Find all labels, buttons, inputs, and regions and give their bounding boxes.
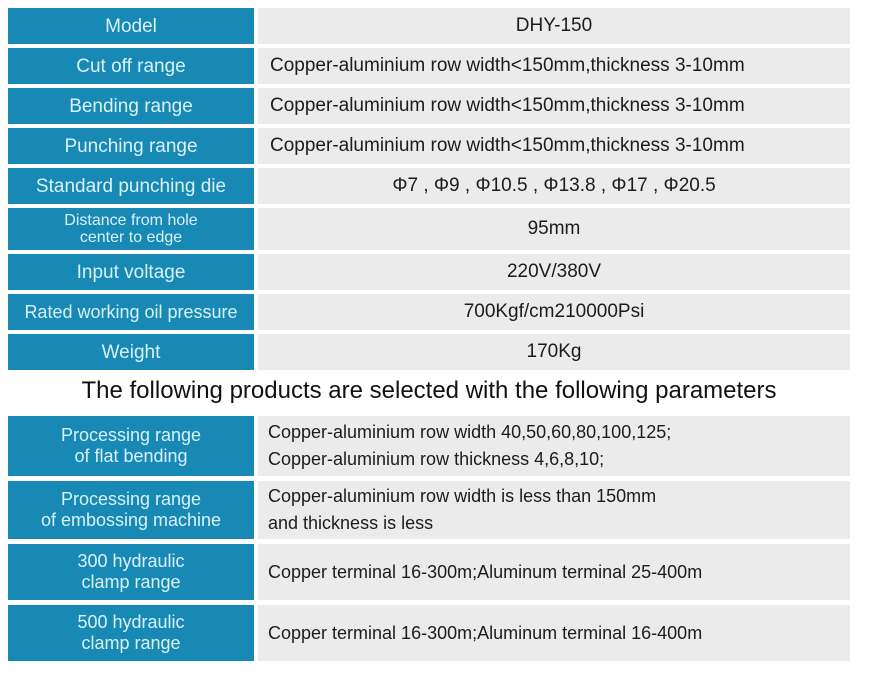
spec-value-model xyxy=(258,8,850,44)
params-label-text-line2: clamp range xyxy=(81,633,181,653)
params-value-text-line1: Copper-aluminium row width 40,50,60,80,100,125; xyxy=(268,422,672,442)
spec-value-input-voltage xyxy=(258,254,850,290)
spec-label-input-voltage xyxy=(8,254,254,290)
params-row-embossing-machine xyxy=(8,481,869,539)
spec-label-weight xyxy=(8,334,254,370)
params-label-300-hydraulic-clamp xyxy=(8,544,254,600)
params-label-text-line1: Processing range xyxy=(60,489,202,509)
params-value-text: Copper terminal 16-300m;Aluminum terminal 25-400m xyxy=(268,561,703,582)
params-row-300-hydraulic-clamp xyxy=(8,544,869,600)
spec-value-text: 220V/380V xyxy=(506,261,602,282)
spec-value-cut-off-range xyxy=(258,48,850,84)
params-label-text-line2: clamp range xyxy=(81,572,181,592)
spec-label-text: Model xyxy=(105,15,157,37)
params-value-text-line2: Copper-aluminium row thickness 4,6,8,10; xyxy=(268,449,605,469)
params-row-flat-bending xyxy=(8,416,869,476)
spec-row-model xyxy=(8,8,869,44)
spec-value-text: 95mm xyxy=(527,218,581,239)
spec-label-text: Rated working oil pressure xyxy=(24,301,238,322)
spec-value-oil-pressure xyxy=(258,294,850,330)
spec-label-standard-punching-die xyxy=(8,168,254,204)
params-value-text-line2: and thickness is less xyxy=(268,513,434,533)
spec-row-punching-range xyxy=(8,128,869,164)
spec-label-text: Weight xyxy=(101,341,161,363)
params-label-text-line1: 500 hydraulic xyxy=(77,612,185,632)
spec-value-text: DHY-150 xyxy=(515,15,593,36)
spec-value-text: Φ7 , Φ9 , Φ10.5 , Φ13.8 , Φ17 , Φ20.5 xyxy=(392,175,716,196)
params-label-flat-bending xyxy=(8,416,254,476)
spec-label-text: Standard punching die xyxy=(35,175,227,197)
params-label-text-line1: Processing range xyxy=(60,425,202,445)
spec-row-cut-off-range xyxy=(8,48,869,84)
spec-row-standard-punching-die xyxy=(8,168,869,204)
spec-row-hole-distance xyxy=(8,208,869,250)
spec-value-standard-punching-die xyxy=(258,168,850,204)
spec-label-bending-range xyxy=(8,88,254,124)
spec-row-input-voltage xyxy=(8,254,869,290)
params-label-text-line2: of flat bending xyxy=(74,446,188,466)
spec-label-cut-off-range xyxy=(8,48,254,84)
params-label-text-line1: 300 hydraulic xyxy=(77,551,185,571)
spec-value-text: Copper-aluminium row width<150mm,thickness 3-10mm xyxy=(270,55,745,76)
spec-label-text: Cut off range xyxy=(76,55,186,77)
spec-label-model xyxy=(8,8,254,44)
spec-label-hole-distance xyxy=(8,208,254,250)
spec-label-text: Input voltage xyxy=(76,261,186,283)
spec-label-text: Bending range xyxy=(69,95,193,117)
spec-label-punching-range xyxy=(8,128,254,164)
params-value-flat-bending xyxy=(258,416,850,476)
spec-value-punching-range xyxy=(258,128,850,164)
spec-value-hole-distance xyxy=(258,208,850,250)
spec-label-text: Punching range xyxy=(64,135,198,157)
params-value-text-line1: Copper-aluminium row width is less than 150mm xyxy=(268,486,657,506)
spec-label-text-line2: center to edge xyxy=(79,229,183,246)
params-table xyxy=(8,416,869,661)
params-label-500-hydraulic-clamp xyxy=(8,605,254,661)
spec-value-text: 700Kgf/cm210000Psi xyxy=(463,301,645,322)
params-value-500-hydraulic-clamp xyxy=(258,605,850,661)
params-value-300-hydraulic-clamp xyxy=(258,544,850,600)
params-value-text: Copper terminal 16-300m;Aluminum terminal 16-400m xyxy=(268,622,703,643)
spec-label-text-line1: Distance from hole xyxy=(64,212,198,229)
spec-row-bending-range xyxy=(8,88,869,124)
spec-value-text: 170Kg xyxy=(526,341,582,362)
spec-row-weight xyxy=(8,334,869,370)
section-heading: The following products are selected with the following parameters xyxy=(81,377,777,404)
params-value-embossing-machine xyxy=(258,481,850,539)
params-row-500-hydraulic-clamp xyxy=(8,605,869,661)
spec-label-oil-pressure xyxy=(8,294,254,330)
spec-value-text: Copper-aluminium row width<150mm,thickness 3-10mm xyxy=(270,135,745,156)
spec-value-bending-range xyxy=(258,88,850,124)
params-label-text-line2: of embossing machine xyxy=(40,510,222,530)
spec-table xyxy=(8,8,869,370)
spec-value-text: Copper-aluminium row width<150mm,thickness 3-10mm xyxy=(270,95,745,116)
spec-value-weight xyxy=(258,334,850,370)
spec-row-oil-pressure xyxy=(8,294,869,330)
params-label-embossing-machine xyxy=(8,481,254,539)
